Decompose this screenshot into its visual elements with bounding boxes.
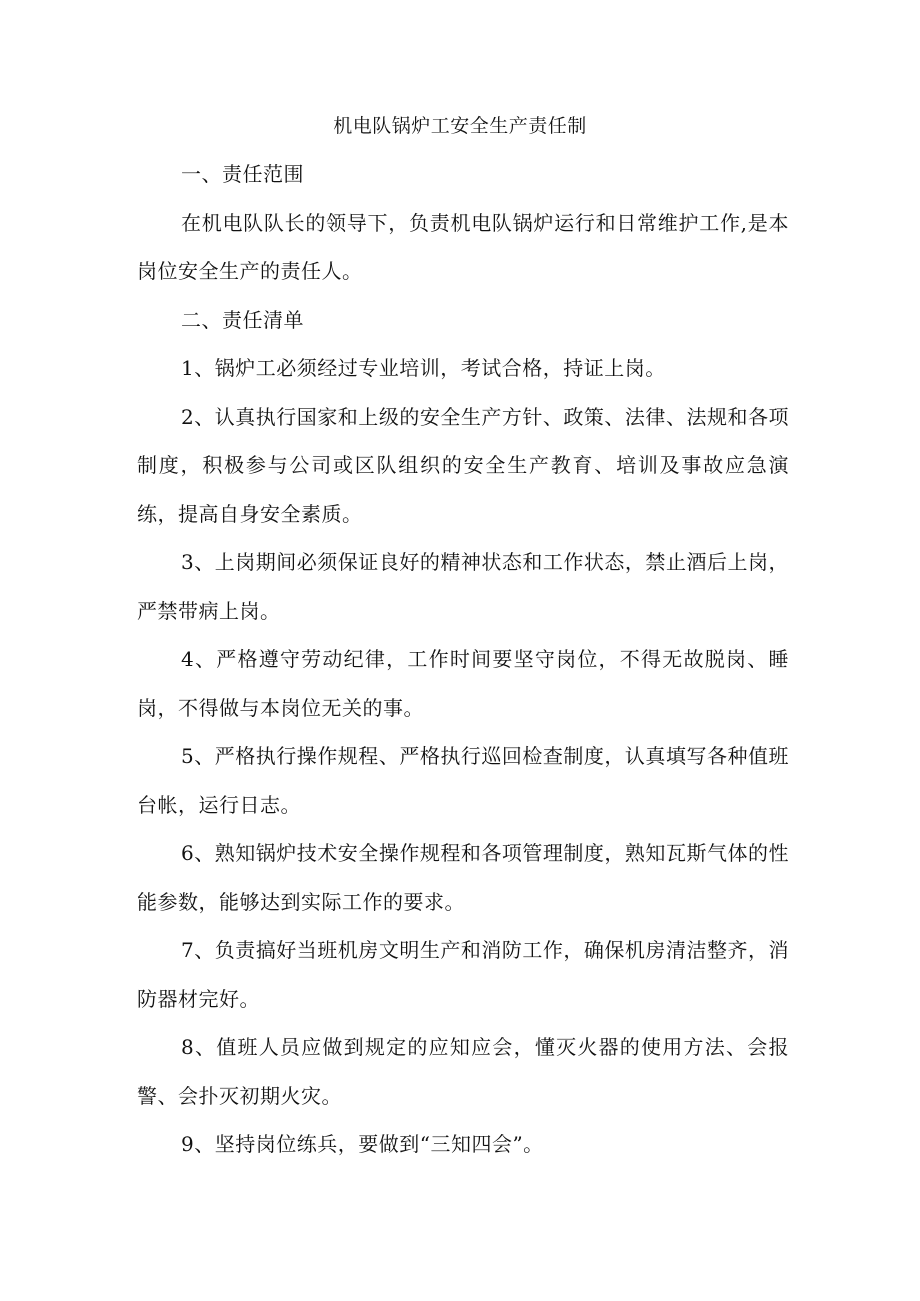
section-heading-list: 二、责任清单 [181,307,304,332]
list-item-5: 5、严格执行操作规程、严格执行巡回检查制度，认真填写各种值班台帐，运行日志。 [137,744,789,817]
list-item-3: 3、上岗期间必须保证良好的精神状态和工作状态，禁止酒后上岗，严禁带病上岗。 [137,550,789,623]
list-item-1: 1、锅炉工必须经过专业培训，考试合格，持证上岗。 [181,356,666,380]
section-heading-scope: 一、责任范围 [181,162,304,186]
list-item-2: 2、认真执行国家和上级的安全生产方针、政策、法律、法规和各项制度，积极参与公司或区队组织的安全生产教育、培训及事故应急演练，提高自身安全素质。 [137,404,789,526]
document-body [137,150,789,1169]
list-item-6: 6、熟知锅炉技术安全操作规程和各项管理制度，熟知瓦斯气体的性能参数，能够达到实际工作的要求。 [137,841,789,914]
document-title: 机电队锅炉工安全生产责任制 [333,115,587,137]
list-item-4: 4、严格遵守劳动纪律，工作时间要坚守岗位，不得无故脱岗、睡岗，不得做与本岗位无关的事。 [137,647,789,720]
list-item-7: 7、负责搞好当班机房文明生产和消防工作，确保机房清洁整齐，消防器材完好。 [137,938,789,1011]
list-item-9: 9、坚持岗位练兵，要做到“三知四会”。 [181,1132,544,1156]
list-item-8: 8、值班人员应做到规定的应知应会，懂灭火器的使用方法、会报警、会扑灭初期火灾。 [137,1035,789,1108]
paragraph-scope: 在机电队队长的领导下，负责机电队锅炉运行和日常维护工作,是本岗位安全生产的责任人。 [137,210,789,283]
